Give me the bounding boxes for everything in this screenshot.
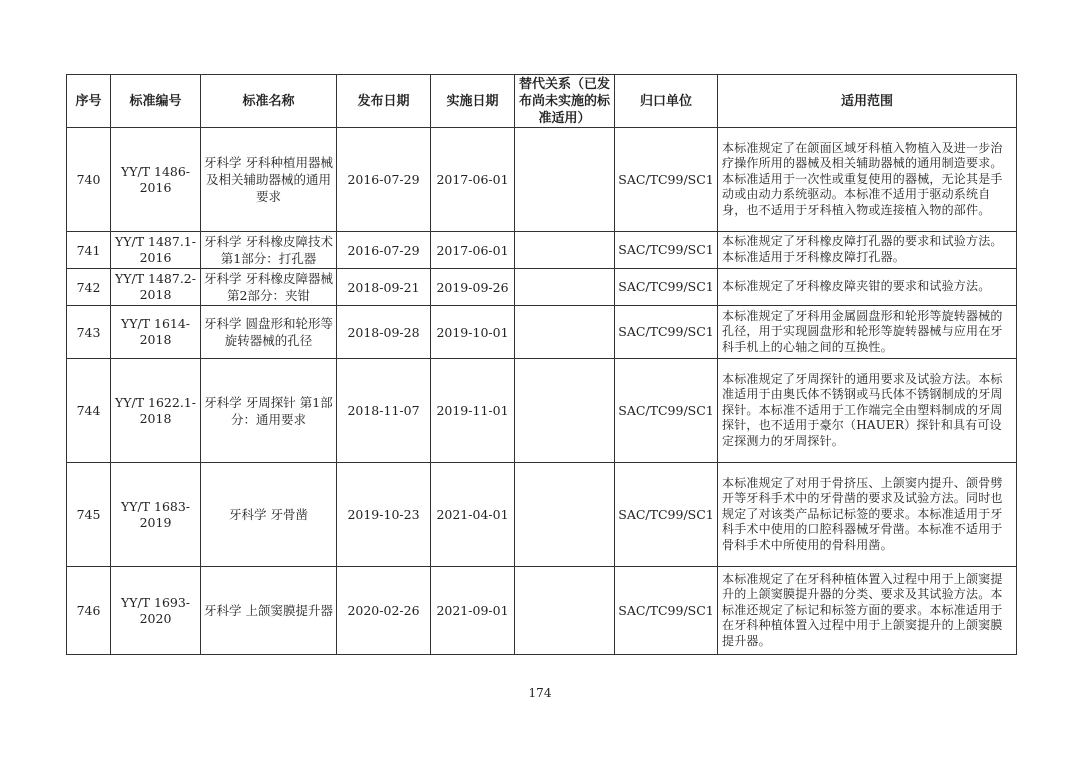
cell-pub-date: 2020-02-26 (337, 567, 431, 655)
header-name: 标准名称 (201, 75, 337, 128)
cell-replace (515, 567, 615, 655)
cell-unit: SAC/TC99/SC1 (615, 463, 718, 567)
cell-unit: SAC/TC99/SC1 (615, 567, 718, 655)
cell-unit: SAC/TC99/SC1 (615, 232, 718, 269)
table-header-row (67, 75, 1017, 128)
cell-no: 743 (67, 306, 111, 359)
cell-name: 牙科学 牙科种植用器械及相关辅助器械的通用要求 (201, 128, 337, 232)
cell-impl-date: 2017-06-01 (431, 232, 515, 269)
cell-replace (515, 128, 615, 232)
cell-code: YY/T 1487.1-2016 (111, 232, 201, 269)
cell-impl-date: 2019-11-01 (431, 359, 515, 463)
header-unit: 归口单位 (615, 75, 718, 128)
cell-pub-date: 2019-10-23 (337, 463, 431, 567)
cell-unit: SAC/TC99/SC1 (615, 128, 718, 232)
header-no: 序号 (67, 75, 111, 128)
table-row (67, 232, 1017, 269)
cell-impl-date: 2019-10-01 (431, 306, 515, 359)
cell-impl-date: 2021-04-01 (431, 463, 515, 567)
cell-code: YY/T 1683-2019 (111, 463, 201, 567)
header-pub-date: 发布日期 (337, 75, 431, 128)
cell-name: 牙科学 牙科橡皮障器械 第2部分：夹钳 (201, 269, 337, 306)
cell-name: 牙科学 牙科橡皮障技术 第1部分：打孔器 (201, 232, 337, 269)
cell-code: YY/T 1486-2016 (111, 128, 201, 232)
header-scope: 适用范围 (718, 75, 1017, 128)
cell-impl-date: 2017-06-01 (431, 128, 515, 232)
cell-pub-date: 2016-07-29 (337, 232, 431, 269)
cell-replace (515, 463, 615, 567)
cell-scope: 本标准规定了在牙科种植体置入过程中用于上颌窦提升的上颌窦膜提升器的分类、要求及其试验方法。本标准还规定了标记和标签方面的要求。本标准适用于在牙科种植体置入过程中用于上颌窦提升的上颌窦膜提升器。 (718, 567, 1017, 655)
cell-replace (515, 359, 615, 463)
cell-scope: 本标准规定了牙科橡皮障夹钳的要求和试验方法。 (718, 269, 1017, 306)
page-number: 174 (528, 686, 552, 700)
cell-unit: SAC/TC99/SC1 (615, 269, 718, 306)
table-row (67, 269, 1017, 306)
cell-no: 744 (67, 359, 111, 463)
cell-scope: 本标准规定了牙周探针的通用要求及试验方法。本标准适用于由奥氏体不锈钢或马氏体不锈钢制成的牙周探针。本标准不适用于工作端完全由塑料制成的牙周探针，也不适用于豪尔（HAUER）探针和具有可设定探测力的牙周探针。 (718, 359, 1017, 463)
cell-impl-date: 2019-09-26 (431, 269, 515, 306)
cell-pub-date: 2016-07-29 (337, 128, 431, 232)
cell-unit: SAC/TC99/SC1 (615, 306, 718, 359)
cell-name: 牙科学 牙骨凿 (201, 463, 337, 567)
header-code: 标准编号 (111, 75, 201, 128)
cell-no: 745 (67, 463, 111, 567)
header-impl-date: 实施日期 (431, 75, 515, 128)
cell-no: 740 (67, 128, 111, 232)
cell-name: 牙科学 圆盘形和轮形等旋转器械的孔径 (201, 306, 337, 359)
table-row (67, 359, 1017, 463)
table-row (67, 463, 1017, 567)
cell-scope: 本标准规定了牙科橡皮障打孔器的要求和试验方法。本标准适用于牙科橡皮障打孔器。 (718, 232, 1017, 269)
cell-no: 741 (67, 232, 111, 269)
table-row (67, 567, 1017, 655)
cell-no: 742 (67, 269, 111, 306)
cell-pub-date: 2018-09-21 (337, 269, 431, 306)
cell-name: 牙科学 上颌窦膜提升器 (201, 567, 337, 655)
cell-replace (515, 306, 615, 359)
cell-scope: 本标准规定了在颌面区域牙科植入物植入及进一步治疗操作所用的器械及相关辅助器械的通用制造要求。本标准适用于一次性或重复使用的器械，无论其是手动或由动力系统驱动。本标准不适用于驱动系统自身，也不适用于牙科植入物或连接植入物的部件。 (718, 128, 1017, 232)
cell-replace (515, 269, 615, 306)
table-row (67, 306, 1017, 359)
cell-replace (515, 232, 615, 269)
table-row (67, 128, 1017, 232)
cell-no: 746 (67, 567, 111, 655)
cell-code: YY/T 1622.1-2018 (111, 359, 201, 463)
header-replace: 替代关系（已发布尚未实施的标准适用） (515, 75, 615, 128)
cell-code: YY/T 1693-2020 (111, 567, 201, 655)
cell-name: 牙科学 牙周探针 第1部分：通用要求 (201, 359, 337, 463)
cell-scope: 本标准规定了牙科用金属圆盘形和轮形等旋转器械的孔径，用于实现圆盘形和轮形等旋转器械与应用在牙科手机上的心轴之间的互换性。 (718, 306, 1017, 359)
cell-unit: SAC/TC99/SC1 (615, 359, 718, 463)
cell-scope: 本标准规定了对用于骨挤压、上颌窦内提升、颌骨劈开等牙科手术中的牙骨凿的要求及试验方法。同时也规定了对该类产品标记标签的要求。本标准适用于牙科手术中使用的口腔科器械牙骨凿。本标准不适用于骨科手术中所使用的骨科用凿。 (718, 463, 1017, 567)
cell-code: YY/T 1487.2-2018 (111, 269, 201, 306)
standards-table (66, 74, 1017, 655)
cell-impl-date: 2021-09-01 (431, 567, 515, 655)
cell-pub-date: 2018-09-28 (337, 306, 431, 359)
cell-pub-date: 2018-11-07 (337, 359, 431, 463)
cell-code: YY/T 1614-2018 (111, 306, 201, 359)
